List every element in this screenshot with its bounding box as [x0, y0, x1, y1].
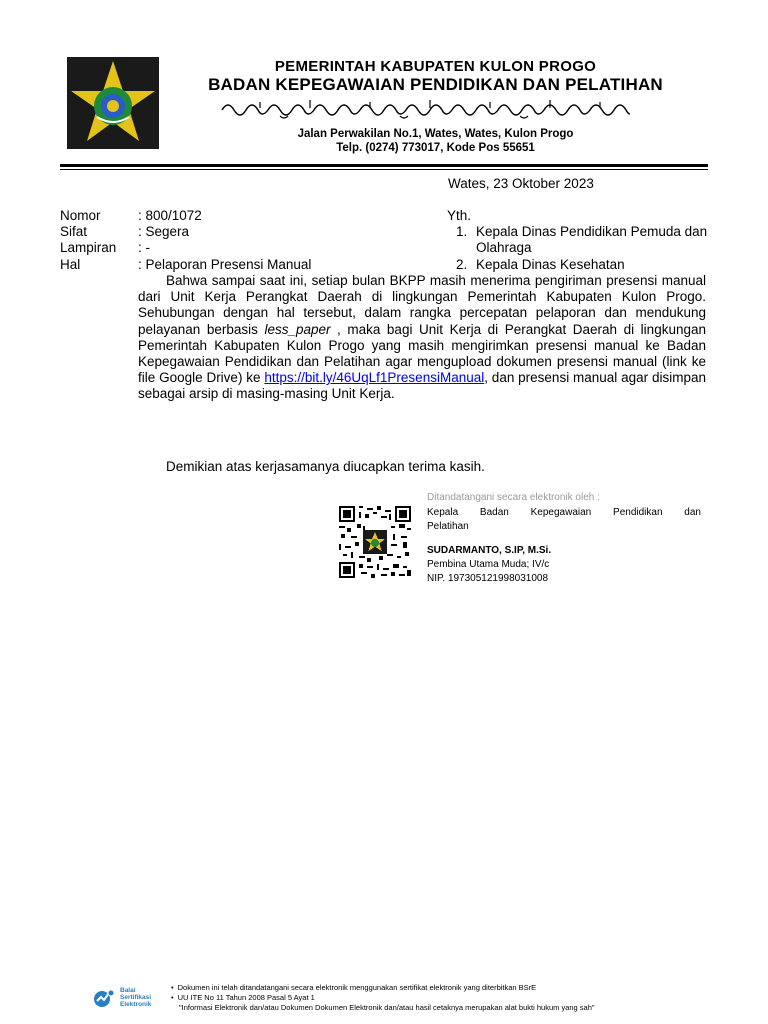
agency-address: Jalan Perwakilan No.1, Wates, Wates, Kulon Progo: [297, 128, 574, 140]
javanese-script-line-icon: [220, 96, 630, 122]
signer-role-continued: Pelatihan: [427, 521, 469, 532]
recipient-item: Kepala Dinas Kesehatan: [476, 257, 625, 272]
nomor-label: Nomor: [60, 208, 101, 223]
letterhead-divider-thin: [60, 169, 708, 170]
footer-note: • UU ITE No 11 Tahun 2008 Pasal 5 Ayat 1: [171, 993, 595, 1003]
hal-label: Hal: [60, 257, 81, 272]
bsre-label: Balai Sertifikasi Elektronik: [120, 987, 152, 1008]
lampiran-value: : -: [138, 240, 150, 255]
recipient-salutation: Yth.: [447, 208, 472, 223]
signer-role: Kepala Badan Kepegawaian Pendidikan dan: [427, 507, 701, 518]
signer-nip: NIP. 197305121998031008: [427, 573, 549, 584]
signer-rank: Pembina Utama Muda; IV/c: [427, 559, 550, 570]
letter-date: Wates, 23 Oktober 2023: [448, 176, 594, 191]
less-paper-term: less_paper: [264, 321, 331, 337]
nomor-value: : 800/1072: [138, 208, 202, 223]
government-title: PEMERINTAH KABUPATEN KULON PROGO: [274, 58, 597, 75]
recipient-item: Kepala Dinas Pendidikan Pemuda dan Olahraga: [476, 224, 708, 255]
footer-notes: [171, 983, 595, 1013]
bsre-logo-icon: [92, 988, 116, 1008]
agency-telephone: Telp. (0274) 773017, Kode Pos 55651: [336, 142, 535, 154]
body-text: , dan presensi manual agar disimpan sebagai arsip di masing-masing Unit Kerja.: [138, 370, 706, 402]
esign-note: Ditandatangani secara elektronik oleh :: [427, 492, 600, 503]
letterhead-divider: [60, 164, 708, 167]
body-paragraph: [138, 273, 706, 403]
footer-note: • Dokumen ini telah ditandatangani secara elektronik menggunakan sertifikat elektronik yang diterbitkan BSrE: [171, 983, 595, 993]
signer-name: SUDARMANTO, S.IP, M.Si.: [427, 545, 552, 556]
recipient-number: 1.: [456, 224, 468, 239]
closing-sentence: Demikian atas kerjasamanya diucapkan terima kasih.: [166, 459, 485, 474]
kulon-progo-emblem-icon: [67, 57, 159, 149]
agency-title: BADAN KEPEGAWAIAN PENDIDIKAN DAN PELATIHAN: [208, 75, 663, 94]
sifat-label: Sifat: [60, 224, 88, 239]
footer-note: "Informasi Elektronik dan/atau Dokumen Dokumen Elektronik dan/atau hasil cetaknya merupakan alat bukti hukum yang sah": [179, 1003, 595, 1012]
body-text: , maka bagi Unit Kerja di Perangkat Daerah di lingkungan Pemerintah Kabupaten Kulon Progo yang masih mengirimkan presensi manual ke Badan Kepegawaian Pendidikan dan Pelatihan agar mengupload dokumen presensi manual (link ke file Google Drive) ke: [138, 321, 706, 386]
body-text: Bahwa sampai saat ini, setiap bulan BKPP masih menerima pengiriman presensi manual dari Unit Kerja Perangkat Daerah di lingkungan Pemerintah Kabupaten Kulon Progo. Sehubungan dengan hal tersebut, dalam rangka percepatan pelaporan dan mendukung pelayanan berbasis: [138, 273, 706, 337]
presensi-manual-link[interactable]: https://bit.ly/46UqLf1PresensiManual: [264, 370, 485, 386]
hal-value: : Pelaporan Presensi Manual: [138, 257, 312, 272]
recipient-number: 2.: [456, 257, 468, 272]
sifat-value: : Segera: [138, 224, 190, 239]
qr-code-icon[interactable]: [339, 506, 411, 578]
lampiran-label: Lampiran: [60, 240, 117, 255]
